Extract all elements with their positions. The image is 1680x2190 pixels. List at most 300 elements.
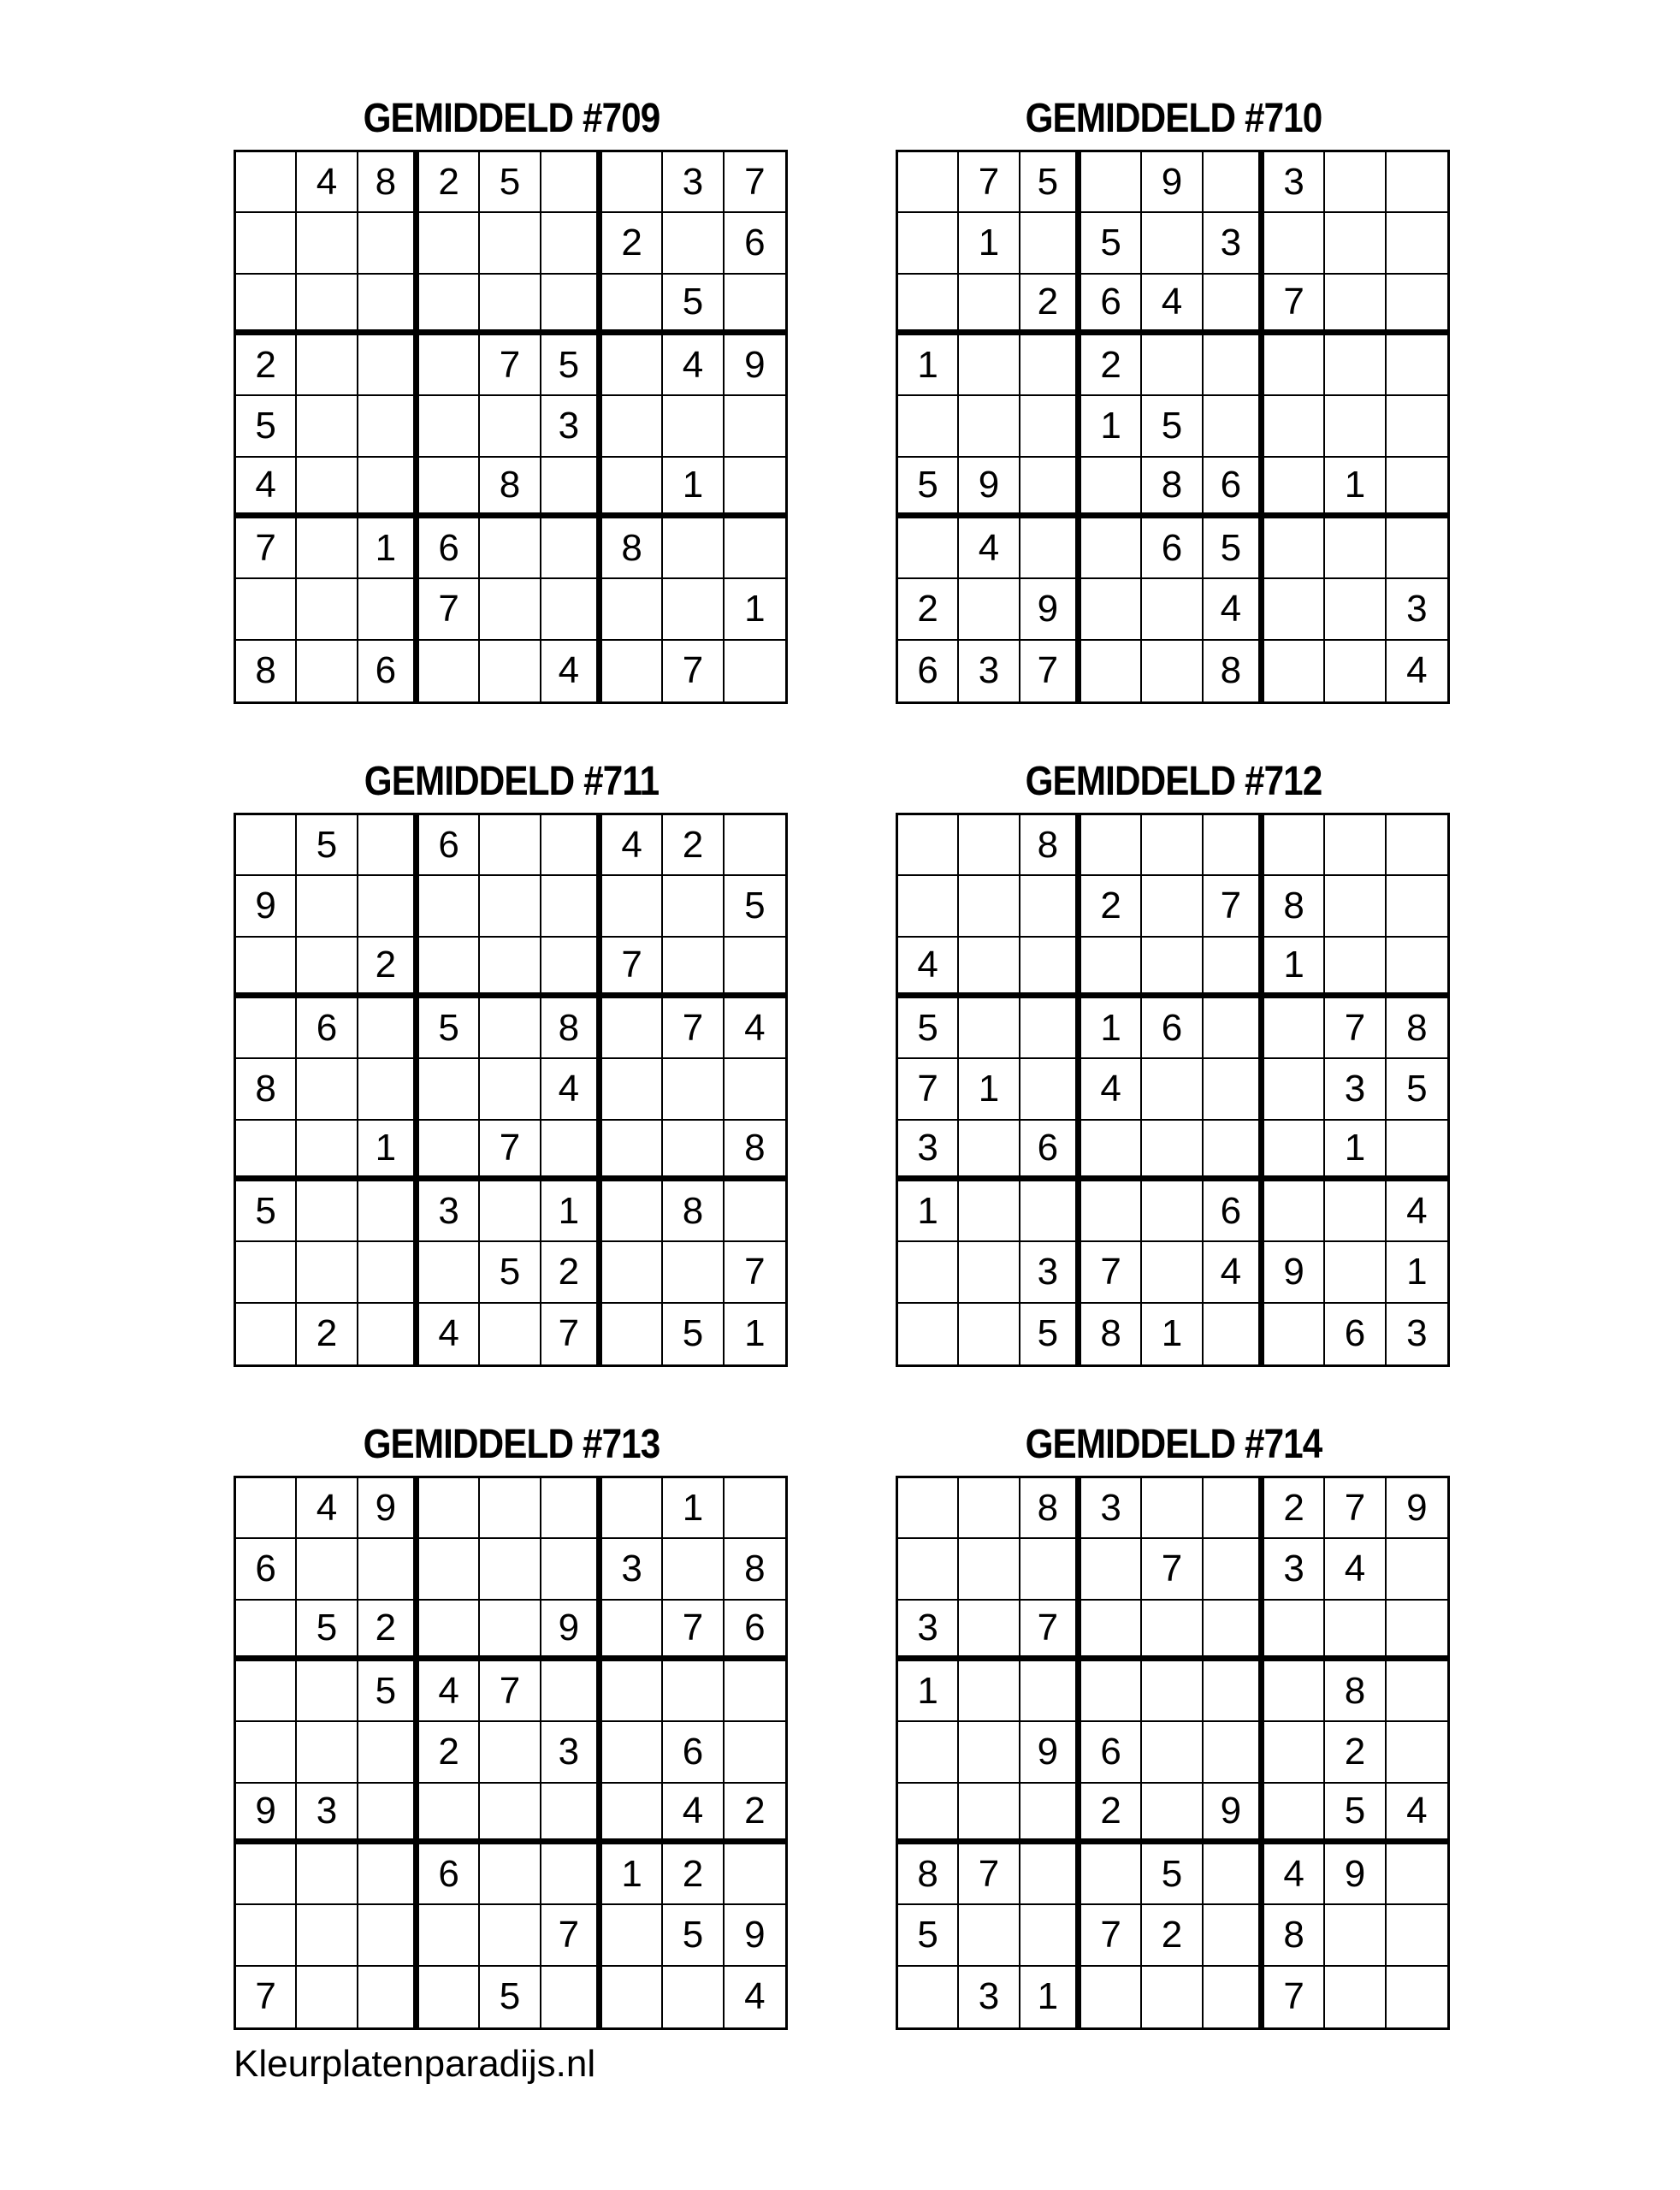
sudoku-cell (725, 1661, 785, 1722)
sudoku-cell (1020, 876, 1081, 937)
sudoku-cell (602, 1181, 663, 1242)
sudoku-cell: 5 (1081, 213, 1142, 274)
sudoku-cell: 4 (1387, 1181, 1447, 1242)
sudoku-cell (663, 1242, 724, 1303)
sudoku-cell (1204, 815, 1264, 876)
sudoku-cell (1020, 1905, 1081, 1966)
sudoku-cell (725, 1844, 785, 1905)
sudoku-cell: 4 (663, 335, 724, 396)
sudoku-cell (1142, 641, 1203, 701)
sudoku-cell (297, 1181, 358, 1242)
sudoku-cell (236, 1601, 297, 1661)
sudoku-cell (959, 1722, 1020, 1783)
sudoku-cell (358, 1059, 419, 1120)
sudoku-cell (1081, 152, 1142, 213)
sudoku-cell (1204, 152, 1264, 213)
sudoku-cell (959, 938, 1020, 998)
sudoku-cell (1325, 275, 1386, 335)
sudoku-cell: 4 (419, 1661, 480, 1722)
sudoku-cell: 6 (1081, 275, 1142, 335)
sudoku-cell (1081, 1661, 1142, 1722)
sudoku-cell (602, 1304, 663, 1364)
sudoku-cell (297, 938, 358, 998)
sudoku-cell (725, 1181, 785, 1242)
sudoku-cell (959, 335, 1020, 396)
sudoku-cell (959, 1478, 1020, 1539)
sudoku-cell (480, 1478, 541, 1539)
sudoku-cell (1325, 641, 1386, 701)
sudoku-cell (602, 1121, 663, 1181)
sudoku-cell (1264, 335, 1325, 396)
sudoku-cell: 8 (1142, 458, 1203, 518)
sudoku-cell (725, 938, 785, 998)
sudoku-cell: 8 (602, 518, 663, 579)
sudoku-cell: 3 (1020, 1242, 1081, 1303)
sudoku-cell: 7 (1020, 641, 1081, 701)
sudoku-cell: 3 (1387, 579, 1447, 640)
sudoku-cell: 7 (1204, 876, 1264, 937)
sudoku-cell: 8 (236, 1059, 297, 1120)
sudoku-cell (358, 458, 419, 518)
sudoku-cell: 6 (1204, 458, 1264, 518)
sudoku-cell: 1 (959, 213, 1020, 274)
sudoku-cell (236, 1242, 297, 1303)
sudoku-cell (602, 275, 663, 335)
sudoku-cell: 6 (358, 641, 419, 701)
sudoku-cell: 7 (602, 938, 663, 998)
sudoku-cell: 1 (358, 1121, 419, 1181)
sudoku-cell (541, 1844, 602, 1905)
sudoku-cell: 6 (1020, 1121, 1081, 1181)
sudoku-cell (480, 876, 541, 937)
sudoku-cell (541, 152, 602, 213)
sudoku-cell: 4 (419, 1304, 480, 1364)
sudoku-cell: 4 (297, 1478, 358, 1539)
sudoku-cell (1081, 1539, 1142, 1600)
sudoku-cell: 6 (725, 1601, 785, 1661)
sudoku-cell (1020, 1784, 1081, 1844)
sudoku-cell: 4 (663, 1784, 724, 1844)
sudoku-cell (1020, 335, 1081, 396)
sudoku-cell: 8 (1020, 815, 1081, 876)
sudoku-cell: 6 (725, 213, 785, 274)
sudoku-cell (1264, 998, 1325, 1059)
sudoku-cell (959, 1121, 1020, 1181)
sudoku-cell (297, 1905, 358, 1966)
sudoku-cell (1081, 815, 1142, 876)
sudoku-cell (480, 213, 541, 274)
sudoku-cell (1387, 1722, 1447, 1783)
sudoku-cell (1264, 1181, 1325, 1242)
sudoku-cell (358, 1967, 419, 2027)
sudoku-cell (1325, 213, 1386, 274)
sudoku-cell: 2 (1081, 335, 1142, 396)
sudoku-cell: 3 (959, 641, 1020, 701)
sudoku-cell (959, 1304, 1020, 1364)
sudoku-cell (1204, 1121, 1264, 1181)
sudoku-cell: 5 (663, 275, 724, 335)
sudoku-cell (602, 152, 663, 213)
sudoku-cell (725, 458, 785, 518)
sudoku-cell (236, 152, 297, 213)
sudoku-cell (1142, 1242, 1203, 1303)
sudoku-cell (419, 1601, 480, 1661)
sudoku-cell (959, 998, 1020, 1059)
sudoku-cell (1387, 1844, 1447, 1905)
sudoku-cell (1081, 1844, 1142, 1905)
sudoku-cell: 8 (358, 152, 419, 213)
sudoku-cell (541, 1784, 602, 1844)
sudoku-cell (898, 1539, 959, 1600)
sudoku-cell: 6 (419, 815, 480, 876)
sudoku-cell (602, 579, 663, 640)
sudoku-cell (959, 1905, 1020, 1966)
sudoku-cell (1020, 1181, 1081, 1242)
sudoku-cell (236, 998, 297, 1059)
sudoku-cell: 7 (725, 152, 785, 213)
sudoku-cell: 8 (1325, 1661, 1386, 1722)
sudoku-cell: 1 (959, 1059, 1020, 1120)
sudoku-cell (1204, 938, 1264, 998)
sudoku-cell (541, 876, 602, 937)
sudoku-cell (1387, 396, 1447, 457)
sudoku-cell (1264, 815, 1325, 876)
sudoku-cell (236, 579, 297, 640)
sudoku-cell: 2 (297, 1304, 358, 1364)
sudoku-cell: 1 (898, 1661, 959, 1722)
sudoku-cell (725, 815, 785, 876)
sudoku-cell: 7 (1325, 998, 1386, 1059)
sudoku-cell (663, 396, 724, 457)
sudoku-cell: 4 (602, 815, 663, 876)
sudoku-cell: 7 (1264, 275, 1325, 335)
sudoku-cell (663, 213, 724, 274)
sudoku-cell (1264, 1059, 1325, 1120)
sudoku-cell: 6 (1325, 1304, 1386, 1364)
sudoku-cell: 7 (725, 1242, 785, 1303)
sudoku-cell (1081, 579, 1142, 640)
puzzle-title: GEMIDDELD #709 (363, 96, 660, 141)
sudoku-cell (1142, 213, 1203, 274)
sudoku-cell (959, 396, 1020, 457)
sudoku-cell (1204, 275, 1264, 335)
sudoku-cell (1204, 1304, 1264, 1364)
sudoku-cell (1142, 579, 1203, 640)
sudoku-cell (236, 1304, 297, 1364)
sudoku-grid (234, 150, 788, 704)
sudoku-cell: 5 (419, 998, 480, 1059)
sudoku-cell (297, 458, 358, 518)
sudoku-cell (480, 998, 541, 1059)
sudoku-cell: 8 (725, 1539, 785, 1600)
sudoku-cell: 2 (236, 335, 297, 396)
sudoku-cell: 2 (1020, 275, 1081, 335)
sudoku-cell (358, 1784, 419, 1844)
sudoku-cell: 7 (1020, 1601, 1081, 1661)
sudoku-cell: 5 (358, 1661, 419, 1722)
sudoku-cell (1142, 1059, 1203, 1120)
sudoku-cell (297, 1242, 358, 1303)
sudoku-cell (480, 1844, 541, 1905)
sudoku-cell: 4 (297, 152, 358, 213)
sudoku-cell (541, 458, 602, 518)
sudoku-cell (358, 396, 419, 457)
sudoku-cell (1264, 641, 1325, 701)
sudoku-cell: 1 (1081, 998, 1142, 1059)
sudoku-cell (236, 938, 297, 998)
sudoku-cell (898, 518, 959, 579)
sudoku-cell: 2 (1264, 1478, 1325, 1539)
sudoku-cell: 4 (1325, 1539, 1386, 1600)
sudoku-cell (541, 938, 602, 998)
sudoku-cell: 7 (663, 998, 724, 1059)
sudoku-cell (959, 1181, 1020, 1242)
sudoku-cell (358, 213, 419, 274)
sudoku-cell (898, 152, 959, 213)
sudoku-cell (1325, 1905, 1386, 1966)
sudoku-cell (1020, 1844, 1081, 1905)
sudoku-cell (297, 396, 358, 457)
sudoku-cell (480, 938, 541, 998)
sudoku-cell (602, 1661, 663, 1722)
sudoku-grid (896, 1476, 1450, 2030)
sudoku-cell (602, 998, 663, 1059)
sudoku-cell: 3 (541, 1722, 602, 1783)
sudoku-cell: 4 (1204, 1242, 1264, 1303)
sudoku-cell (358, 579, 419, 640)
sudoku-cell: 2 (358, 938, 419, 998)
sudoku-cell (898, 396, 959, 457)
sudoku-cell (1081, 1967, 1142, 2027)
sudoku-cell: 6 (1142, 518, 1203, 579)
sudoku-cell (1264, 458, 1325, 518)
sudoku-cell (297, 1722, 358, 1783)
sudoku-cell: 7 (663, 1601, 724, 1661)
sudoku-cell (663, 938, 724, 998)
sudoku-cell: 1 (725, 579, 785, 640)
sudoku-cell (1325, 152, 1386, 213)
sudoku-cell: 7 (480, 1121, 541, 1181)
sudoku-cell: 3 (1406, 1312, 1428, 1355)
sudoku-cell (236, 1121, 297, 1181)
sudoku-cell: 6 (419, 518, 480, 579)
sudoku-cell (236, 213, 297, 274)
sudoku-cell (1142, 1967, 1203, 2027)
sudoku-cell (959, 815, 1020, 876)
sudoku-cell (1264, 518, 1325, 579)
sudoku-cell: 3 (959, 1967, 1020, 2027)
sudoku-cell: 5 (480, 1242, 541, 1303)
sudoku-cell (1142, 335, 1203, 396)
sudoku-cell (1204, 1539, 1264, 1600)
sudoku-cell: 4 (1081, 1059, 1142, 1120)
sudoku-cell: 1 (663, 458, 724, 518)
sudoku-cell: 7 (1142, 1539, 1203, 1600)
sudoku-cell (1325, 335, 1386, 396)
sudoku-cell: 5 (480, 1967, 541, 2027)
sudoku-cell: 4 (959, 518, 1020, 579)
sudoku-cell (419, 876, 480, 937)
sudoku-cell (419, 1784, 480, 1844)
sudoku-cell: 5 (297, 1601, 358, 1661)
sudoku-cell: 3 (898, 1601, 959, 1661)
sudoku-cell (1142, 1478, 1203, 1539)
sudoku-cell (419, 396, 480, 457)
sudoku-cell (236, 1844, 297, 1905)
sudoku-cell (1204, 335, 1264, 396)
sudoku-cell: 7 (419, 579, 480, 640)
sudoku-cell (358, 1539, 419, 1600)
sudoku-cell (1325, 1601, 1386, 1661)
sudoku-cell: 1 (358, 518, 419, 579)
sudoku-cell: 5 (1142, 1844, 1203, 1905)
sudoku-cell: 7 (898, 1059, 959, 1120)
sudoku-cell: 6 (1081, 1722, 1142, 1783)
sudoku-cell (1264, 1784, 1325, 1844)
sudoku-cell: 1 (1325, 1121, 1386, 1181)
sudoku-cell (1325, 876, 1386, 937)
sudoku-cell: 7 (959, 152, 1020, 213)
sudoku-cell: 1 (541, 1181, 602, 1242)
sudoku-cell (1081, 458, 1142, 518)
sudoku-cell: 9 (725, 1905, 785, 1966)
sudoku-cell (898, 1304, 959, 1364)
sudoku-cell (1020, 1539, 1081, 1600)
sudoku-cell (236, 1478, 297, 1539)
sudoku-cell (1387, 1601, 1447, 1661)
sudoku-grid (234, 813, 788, 1367)
sudoku-cell (663, 1059, 724, 1120)
sudoku-cell (480, 275, 541, 335)
sudoku-cell (419, 275, 480, 335)
sudoku-cell (480, 396, 541, 457)
sudoku-cell: 9 (541, 1601, 602, 1661)
sudoku-cell: 5 (236, 1181, 297, 1242)
sudoku-grid (896, 150, 1450, 704)
sudoku-cell (898, 815, 959, 876)
sudoku-cell (480, 1059, 541, 1120)
sudoku-cell (480, 1784, 541, 1844)
sudoku-cell: 6 (297, 998, 358, 1059)
sudoku-cell (959, 1784, 1020, 1844)
sudoku-cell: 2 (602, 213, 663, 274)
sudoku-cell: 7 (541, 1905, 602, 1966)
sudoku-cell (898, 1722, 959, 1783)
sudoku-cell: 7 (236, 518, 297, 579)
sudoku-cell (725, 1478, 785, 1539)
sudoku-cell (297, 213, 358, 274)
sudoku-cell: 7 (1081, 1242, 1142, 1303)
sudoku-grid (234, 1476, 788, 2030)
sudoku-cell: 8 (236, 641, 297, 701)
sudoku-cell (1020, 458, 1081, 518)
sudoku-cell: 8 (1204, 641, 1264, 701)
sudoku-cell (602, 1601, 663, 1661)
sudoku-cell (1204, 1059, 1264, 1120)
sudoku-cell (1387, 335, 1447, 396)
puzzle-title: GEMIDDELD #712 (1025, 759, 1322, 804)
sudoku-cell: 2 (541, 1242, 602, 1303)
sudoku-cell (1204, 1722, 1264, 1783)
sudoku-cell (602, 1059, 663, 1120)
sudoku-cell (602, 1722, 663, 1783)
sudoku-cell (959, 275, 1020, 335)
sudoku-cell (358, 1304, 419, 1364)
sudoku-cell: 7 (236, 1967, 297, 2027)
sudoku-cell: 1 (1264, 938, 1325, 998)
sudoku-cell (297, 876, 358, 937)
sudoku-cell (480, 518, 541, 579)
sudoku-cell (663, 1539, 724, 1600)
sudoku-cell (1325, 1242, 1386, 1303)
sudoku-cell: 7 (480, 335, 541, 396)
sudoku-grid (896, 813, 1450, 1367)
sudoku-cell: 4 (1406, 649, 1428, 692)
sudoku-cell: 7 (663, 641, 724, 701)
sudoku-cell (1264, 1722, 1325, 1783)
sudoku-cell (1142, 1121, 1203, 1181)
sudoku-cell: 6 (236, 1539, 297, 1600)
sudoku-cell: 3 (1264, 1539, 1325, 1600)
sudoku-cell (1020, 998, 1081, 1059)
sudoku-cell (297, 579, 358, 640)
sudoku-cell (541, 1539, 602, 1600)
sudoku-cell (959, 579, 1020, 640)
sudoku-cell (358, 815, 419, 876)
sudoku-cell (358, 1722, 419, 1783)
sudoku-cell (1387, 518, 1447, 579)
sudoku-cell: 2 (898, 579, 959, 640)
sudoku-cell (1081, 641, 1142, 701)
sudoku-cell (1325, 938, 1386, 998)
sudoku-cell: 4 (1387, 1784, 1447, 1844)
sudoku-cell: 3 (898, 1121, 959, 1181)
sudoku-cell: 9 (236, 1784, 297, 1844)
sudoku-cell: 5 (1387, 1059, 1447, 1120)
sudoku-cell (663, 518, 724, 579)
sudoku-cell: 4 (1264, 1844, 1325, 1905)
sudoku-cell (236, 1661, 297, 1722)
sudoku-cell (1387, 458, 1447, 518)
sudoku-cell (725, 396, 785, 457)
sudoku-cell (297, 641, 358, 701)
sudoku-cell: 7 (480, 1661, 541, 1722)
sudoku-cell (236, 1905, 297, 1966)
sudoku-cell (663, 1121, 724, 1181)
sudoku-cell: 1 (744, 1312, 766, 1355)
sudoku-cell (602, 396, 663, 457)
sudoku-cell: 3 (1325, 1059, 1386, 1120)
sudoku-cell (480, 1181, 541, 1242)
sudoku-cell (725, 641, 785, 701)
sudoku-cell (1081, 518, 1142, 579)
sudoku-cell (898, 876, 959, 937)
sudoku-cell (1387, 1661, 1447, 1722)
sudoku-cell (1204, 1601, 1264, 1661)
sudoku-cell: 3 (541, 396, 602, 457)
sudoku-cell: 2 (663, 815, 724, 876)
sudoku-cell: 5 (725, 876, 785, 937)
sudoku-cell (358, 1242, 419, 1303)
sudoku-cell (898, 1967, 959, 2027)
sudoku-cell (1325, 396, 1386, 457)
sudoku-cell: 1 (663, 1478, 724, 1539)
sudoku-cell (1142, 938, 1203, 998)
sudoku-cell: 9 (1387, 1478, 1447, 1539)
sudoku-cell (480, 1905, 541, 1966)
sudoku-cell: 5 (1020, 152, 1081, 213)
sudoku-cell: 8 (1020, 1478, 1081, 1539)
